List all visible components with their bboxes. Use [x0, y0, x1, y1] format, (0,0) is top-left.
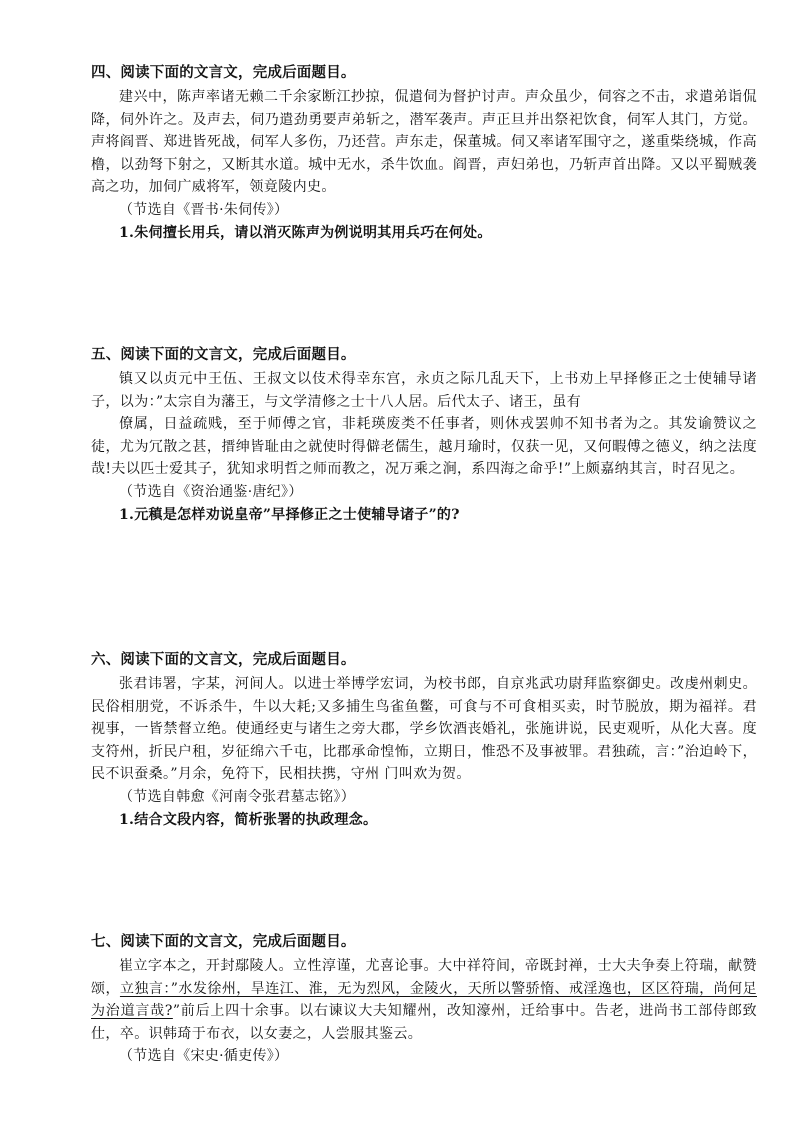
section-seven: [91, 931, 757, 1067]
question-text: 1.结合文段内容，简析张署的执政理念。: [119, 811, 378, 828]
section-heading: 七、阅读下面的文言文，完成后面题目。: [91, 933, 356, 950]
passage-source: （节选自《宋史·循吏传》）: [119, 1048, 289, 1064]
passage-text-part-1: 崔立字本之，开封鄢陵人。立性淳谨，尤喜论事。大中祥符间，帝既封禅，士大夫争奏上符瑞，献赞颂，: [91, 958, 757, 997]
section-five: [91, 344, 757, 527]
passage-text: [91, 955, 757, 1045]
section-heading: 五、阅读下面的文言文，完成后面题目。: [91, 346, 356, 363]
section-four: [91, 62, 757, 245]
passage-text: [91, 368, 757, 481]
passage-source: （节选自《晋书·朱伺传》）: [119, 201, 289, 218]
passage-source: （节选自《资治通鉴·唐纪》）: [119, 483, 303, 500]
passage-text: 建兴中，陈声率诸无赖二千余家断江抄掠，侃遣伺为督护讨声。声众虽少，伺容之不击，求遣弟诣侃降，伺外许之。及声去，伺乃遣劲勇要声弟斩之，潜军袭声。声正旦并出祭祀饮食，伺军人其门，方觉。声将阎晋、郑进皆死战，伺军人多伤，乃还营。声东走，保董城。伺又率诸军围守之，遂重柴绕城，作高橹，以劲弩下射之，又断其水道。城中无水，杀牛饮血。阎晋，声妇弟也，乃斩声首出降。又以平蜀贼袭高之功，加伺广威将军，领竟陵内史。: [91, 89, 757, 195]
passage-text: 张君讳署，字某，河间人。以进士举博学宏词，为校书郎，自京兆武功尉拜监察御史。改虔州刺史。民俗相朋党，不诉杀牛，牛以大耗;又多捕生鸟雀鱼鳖，可食与不可食相买卖，时节脱放，期为福祥。君视事，一皆禁督立绝。使通经吏与诸生之旁大郡，学乡饮酒丧婚礼，张施讲说，民吏观听，从化大喜。度支符州，折民户租，岁征绵六千屯，比郡承命惶怖，立期日，惟恐不及事被罪。君独疏，言：”治迫岭下，民不识蚕桑。”月余，免符下，民相扶携，守州 门叫欢为贺。: [91, 676, 757, 782]
section-heading: 六、阅读下面的文言文，完成后面题目。: [91, 651, 356, 668]
question-text: 1.元稹是怎样劝说皇帝”早择修正之士使辅导诸子”的?: [119, 506, 460, 523]
section-heading: 四、阅读下面的文言文，完成后面题目。: [91, 64, 356, 81]
passage-text-part-2: ”前后上四十余事。以右谏议大夫知耀州，改知濠州，迁给事中。告老，进尚书工部侍郎致仕，卒。识韩琦于布衣，以女妻之，人尝服其鉴云。: [91, 1003, 758, 1042]
question-text: 1.朱伺擅长用兵，请以消灭陈声为例说明其用兵巧在何处。: [119, 224, 492, 241]
section-six: [91, 649, 757, 832]
underlined-sentence: 立独言：”水发徐州，旱连江、淮，无为烈风，金陵火，天所以警骄惰、戒淫逸也，区区符瑞，尚何足为治道言哉?: [91, 980, 757, 1019]
passage-text-part-1: 镇又以贞元中王伍、王叔文以伎术得幸东宫，永贞之际几乱天下，上书劝上早择修正之士使辅导诸子，以为：”太宗自为藩王，与文学清修之士十八人居。后代太子、诸王，虽有: [91, 371, 757, 410]
passage-source: （节选自韩愈《河南令张君墓志铭》）: [119, 788, 356, 805]
passage-text-part-2: 僚属，日益疏贱，至于师傅之官，非耗瑛废类不任事者，则休戎罢帅不知书者为之。其发谕赞议之徒，尤为冗散之甚，搢绅皆耻由之就使时得僻老儒生，越月瑜时，仅获一见，又何暇傅之德义，纳之法度哉!夫以匹士爱其子，犹知求明哲之师而教之，况万乘之涧，系四海之命乎!”上颇嘉纳其言，时召见之。: [91, 416, 757, 477]
